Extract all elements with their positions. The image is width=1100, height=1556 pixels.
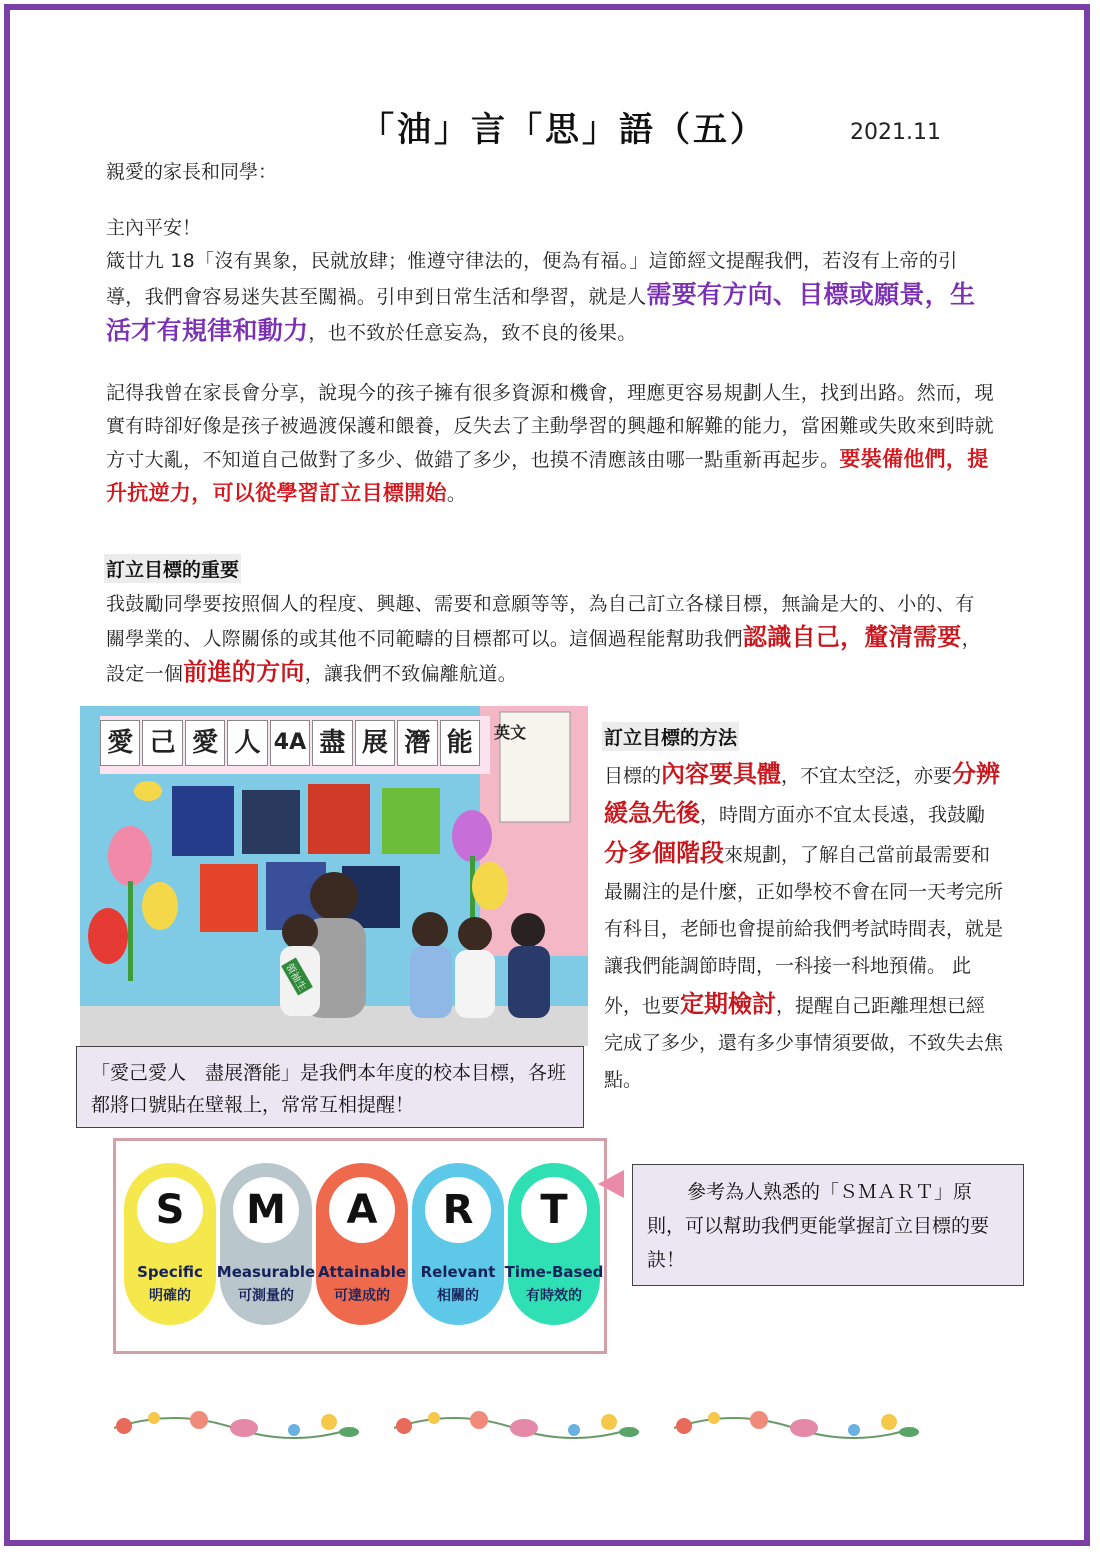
highlight-direction-forward: 前進的方向 bbox=[183, 658, 305, 686]
smart-chinese: 有時效的 bbox=[526, 1288, 582, 1304]
highlight-review: 定期檢討 bbox=[680, 989, 777, 1018]
importance-paragraph bbox=[106, 588, 986, 691]
method-text: 目標的 bbox=[604, 765, 662, 787]
floral-garland-decoration bbox=[104, 1398, 944, 1448]
highlight-stages: 分多個階段 bbox=[604, 838, 724, 867]
highlight-direction: 需要有方向、目標或願景，生活才有規律和動力 bbox=[106, 280, 976, 345]
garland-segment bbox=[394, 1411, 639, 1438]
smart-english: Time-Based bbox=[504, 1263, 604, 1281]
salutation: 親愛的家長和同學： bbox=[106, 161, 278, 183]
highlight-priorities: 分辨緩急先後 bbox=[604, 760, 1001, 828]
banner-char: 能 bbox=[440, 720, 480, 766]
banner-char: 愛 bbox=[100, 720, 140, 766]
method-text: 來規劃，了解自己當前最需要和最關注的是什麼，正如學校不會在同一天考完所有科目，老師也會提前給我們考試時間表，就是讓我們能調節時間，一科接一科地預備。 此外，也要 bbox=[604, 843, 1004, 1017]
garland-segment bbox=[674, 1411, 919, 1438]
section-heading-method: 訂立目標的方法 bbox=[602, 722, 739, 751]
method-text: ，時間方面亦不宜太長遠，我鼓勵 bbox=[700, 804, 986, 827]
smart-specific bbox=[124, 1163, 216, 1325]
method-text: ，提醒自己距離理想已經完成了多少，還有多少事情須要做，不致失去焦點。 bbox=[604, 994, 1004, 1092]
greeting: 主內平安！ bbox=[106, 217, 202, 239]
highlight-resilience: 要裝備他們，提升抗逆力，可以從學習訂立目標開始 bbox=[106, 447, 989, 505]
banner-char: 盡 bbox=[312, 720, 352, 766]
smart-measurable bbox=[216, 1163, 316, 1325]
highlight-know-yourself: 認識自己，釐清需要 bbox=[742, 623, 962, 651]
smart-chinese: 明確的 bbox=[149, 1288, 191, 1304]
smart-english: Measurable bbox=[216, 1263, 316, 1281]
garland-segment bbox=[114, 1411, 359, 1438]
smart-attainable bbox=[316, 1163, 408, 1325]
smart-reference-callout bbox=[632, 1164, 1024, 1286]
section-heading-importance: 訂立目標的重要 bbox=[104, 554, 241, 583]
smart-letter: T bbox=[521, 1177, 587, 1243]
smart-relevant bbox=[412, 1163, 504, 1325]
scripture-text: 箴廿九 18「沒有異象，民就放肆；惟遵守律法的，便為有福。」這節經文提醒我們，若沒有上帝的引導，我們會容易迷失甚至闖禍。引申到日常生活和學習，就是人 bbox=[106, 250, 958, 308]
importance-text-mid: ，設定一個 bbox=[106, 628, 981, 685]
smart-time-based bbox=[504, 1163, 604, 1325]
method-text: ，不宜太空泛，亦要 bbox=[781, 765, 953, 787]
english-sign: 英文 bbox=[494, 723, 527, 742]
smart-english: Specific bbox=[137, 1263, 203, 1281]
parent-meeting-paragraph bbox=[106, 377, 996, 511]
issue-date: 2021.11 bbox=[850, 120, 941, 145]
banner-char: 己 bbox=[142, 720, 182, 766]
smart-graphic bbox=[113, 1138, 607, 1354]
importance-text: 我鼓勵同學要按照個人的程度、興趣、需要和意願等等，為自己訂立各樣目標，無論是大的、小的、有關學業的、人際關係的或其他不同範疇的目標都可以。這個過程能幫助我們 bbox=[106, 593, 975, 650]
banner-char: 4A bbox=[270, 720, 310, 766]
smart-chinese: 可測量的 bbox=[238, 1288, 294, 1304]
prefect-sash: 領袖生 bbox=[281, 958, 313, 996]
smart-letter: M bbox=[233, 1177, 299, 1243]
scripture-paragraph bbox=[106, 245, 996, 350]
banner-char: 愛 bbox=[185, 720, 225, 766]
method-paragraph bbox=[604, 756, 1004, 1100]
smart-english: Relevant bbox=[420, 1263, 496, 1281]
reference-text: 參考為人熟悉的「ＳＭＡＲＴ」原則，可以幫助我們更能掌握訂立目標的要訣！ bbox=[647, 1181, 990, 1271]
highlight-specific: 內容要具體 bbox=[661, 760, 782, 788]
smart-letter: A bbox=[329, 1177, 395, 1243]
smart-chinese: 相關的 bbox=[437, 1288, 479, 1304]
smart-english: Attainable bbox=[317, 1263, 407, 1281]
banner-char: 展 bbox=[355, 720, 395, 766]
smart-chinese: 可達成的 bbox=[334, 1288, 390, 1304]
banner-char: 潛 bbox=[397, 720, 437, 766]
page-title: 「油」言「思」語（五） bbox=[360, 110, 767, 150]
banner-slogan bbox=[100, 720, 480, 770]
smart-letter: S bbox=[137, 1177, 203, 1243]
arrow-left-icon bbox=[598, 1170, 624, 1198]
class-bulletin-photo bbox=[80, 706, 588, 1046]
intro-paragraph bbox=[106, 212, 996, 350]
photo-caption: 「愛己愛人 盡展潛能」是我們本年度的校本目標，各班都將口號貼在壁報上，常常互相提醒！ bbox=[76, 1046, 584, 1128]
importance-text-end: ，讓我們不致偏離航道。 bbox=[304, 663, 518, 685]
paragraph-end: 。 bbox=[446, 483, 467, 505]
banner-char: 人 bbox=[227, 720, 267, 766]
paragraph-text: 記得我曾在家長會分享，說現今的孩子擁有很多資源和機會，理應更容易規劃人生，找到出路。然而，現實有時卻好像是孩子被過渡保護和餵養，反失去了主動學習的興趣和解難的能力，當困難或失敗來到時就方寸大亂，不知道自己做對了多少、做錯了多少，也摸不清應該由哪一點重新再起步。 bbox=[106, 382, 994, 471]
scripture-text-end: ，也不致於任意妄為，致不良的後果。 bbox=[308, 322, 637, 344]
smart-letter: R bbox=[425, 1177, 491, 1243]
